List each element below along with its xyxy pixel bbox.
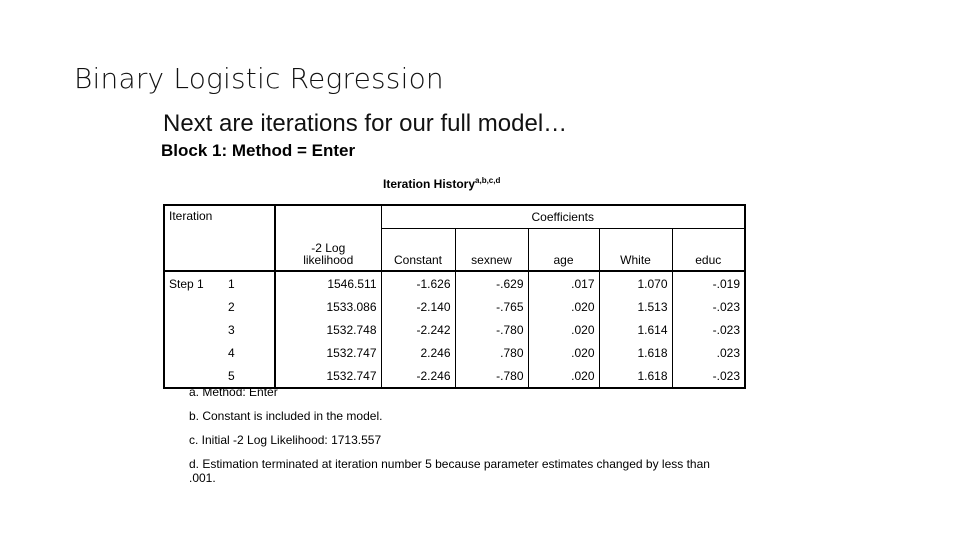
iteration-history-table	[163, 204, 746, 389]
step-label-empty	[164, 318, 222, 341]
constant-cell: -1.626	[381, 271, 455, 295]
constant-cell: -2.140	[381, 295, 455, 318]
header-coefficients: Coefficients	[381, 205, 745, 229]
table-row	[164, 271, 745, 295]
iteration-number: 2	[228, 299, 235, 314]
header-neg2ll-line1: -2 Log	[311, 241, 346, 255]
header-sexnew: sexnew	[455, 229, 528, 272]
sexnew-cell: -.780	[455, 364, 528, 388]
block-heading: Block 1: Method = Enter	[161, 141, 356, 160]
footnote-d: d. Estimation terminated at iteration number 5 because parameter estimates changed by less than .001.	[189, 457, 710, 485]
neg2ll-cell: 1533.086	[275, 295, 381, 318]
age-cell: .017	[528, 271, 599, 295]
white-cell: 1.618	[599, 341, 672, 364]
table-title-footnote-markers: a,b,c,d	[475, 176, 501, 185]
educ-cell: -.019	[672, 271, 745, 295]
age-cell: .020	[528, 318, 599, 341]
header-white: White	[599, 229, 672, 272]
header-neg2ll-spacer	[275, 205, 381, 229]
age-cell: .020	[528, 364, 599, 388]
step-label-empty	[164, 341, 222, 364]
header-iteration: Iteration	[164, 205, 275, 271]
white-cell: 1.070	[599, 271, 672, 295]
neg2ll-cell: 1532.747	[275, 364, 381, 388]
sexnew-cell: -.765	[455, 295, 528, 318]
constant-cell: -2.246	[381, 364, 455, 388]
footnotes	[189, 385, 719, 495]
table-row	[164, 341, 745, 364]
white-cell: 1.513	[599, 295, 672, 318]
step-label-empty	[164, 295, 222, 318]
sexnew-cell: -.629	[455, 271, 528, 295]
constant-cell: -2.242	[381, 318, 455, 341]
iteration-number: 1	[228, 276, 235, 291]
white-cell: 1.614	[599, 318, 672, 341]
educ-cell: -.023	[672, 295, 745, 318]
table-title: Iteration History	[383, 177, 476, 191]
footnote-b: b. Constant is included in the model.	[189, 409, 383, 423]
header-neg2ll	[275, 229, 381, 272]
footnote-a: a. Method: Enter	[189, 385, 278, 399]
constant-cell: 2.246	[381, 341, 455, 364]
header-age: age	[528, 229, 599, 272]
header-neg2ll-line2: likelihood	[303, 253, 354, 267]
educ-cell: .023	[672, 341, 745, 364]
iteration-number: 4	[228, 345, 235, 360]
header-constant: Constant	[381, 229, 455, 272]
neg2ll-cell: 1546.511	[275, 271, 381, 295]
table-row	[164, 318, 745, 341]
educ-cell: -.023	[672, 364, 745, 388]
slide-title: Binary Logistic Regression	[74, 62, 444, 95]
white-cell: 1.618	[599, 364, 672, 388]
sexnew-cell: -.780	[455, 318, 528, 341]
iteration-number: 5	[228, 368, 235, 383]
age-cell: .020	[528, 295, 599, 318]
table-caption	[383, 176, 500, 191]
neg2ll-cell: 1532.748	[275, 318, 381, 341]
table-row	[164, 295, 745, 318]
iteration-number: 3	[228, 322, 235, 337]
header-educ: educ	[672, 229, 745, 272]
age-cell: .020	[528, 341, 599, 364]
step-label: Step 1	[169, 276, 204, 291]
educ-cell: -.023	[672, 318, 745, 341]
slide-subtitle: Next are iterations for our full model…	[163, 110, 568, 137]
neg2ll-cell: 1532.747	[275, 341, 381, 364]
footnote-c: c. Initial -2 Log Likelihood: 1713.557	[189, 433, 382, 447]
sexnew-cell: .780	[455, 341, 528, 364]
